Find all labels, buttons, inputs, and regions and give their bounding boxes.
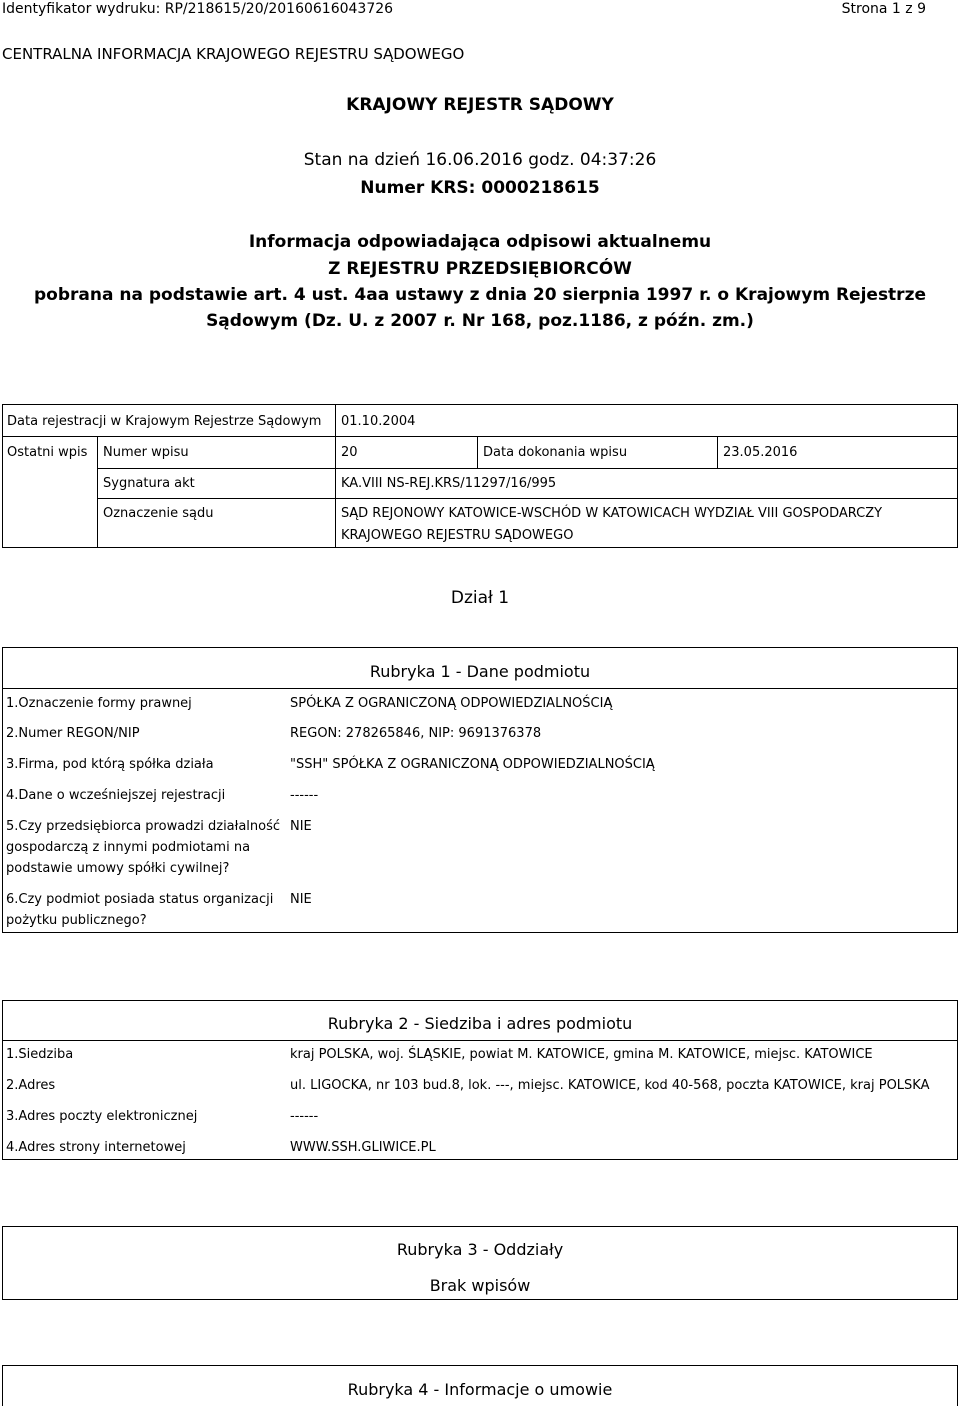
rubric-1-value: ------ xyxy=(290,788,319,803)
entry-number-value: 20 xyxy=(341,445,358,460)
rubric-3-empty-note: Brak wpisów xyxy=(429,1276,531,1295)
court-label: Oznaczenie sądu xyxy=(103,506,214,521)
rubric-1-label: gospodarczą z innymi podmiotami na xyxy=(6,840,251,855)
rubric-1-label: 1.Oznaczenie formy prawnej xyxy=(6,696,192,711)
rubric-1-value: REGON: 278265846, NIP: 9691376378 xyxy=(290,726,542,741)
rubric-1-label: podstawie umowy spółki cywilnej? xyxy=(6,861,230,876)
court-value-line-2: KRAJOWEGO REJESTRU SĄDOWEGO xyxy=(341,528,574,543)
last-entry-label: Ostatni wpis xyxy=(7,445,88,460)
rubric-2-label: 3.Adres poczty elektronicznej xyxy=(6,1109,198,1124)
entry-number-label: Numer wpisu xyxy=(103,445,189,460)
print-identifier: Identyfikator wydruku: RP/218615/20/20160616043726 xyxy=(2,1,394,17)
rubric-1-label: 3.Firma, pod którą spółka działa xyxy=(6,757,214,772)
krs-number: Numer KRS: 0000218615 xyxy=(360,178,600,198)
rubric-1-label: pożytku publicznego? xyxy=(6,913,147,928)
rubric-1-label: 4.Dane o wcześniejszej rejestracji xyxy=(6,788,226,803)
rubric-1-value: SPÓŁKA Z OGRANICZONĄ ODPOWIEDZIALNOŚCIĄ xyxy=(290,696,613,711)
rubric-1-value: NIE xyxy=(290,892,312,907)
register-title: KRAJOWY REJESTR SĄDOWY xyxy=(346,95,614,115)
court-value-line-1: SĄD REJONOWY KATOWICE-WSCHÓD W KATOWICACH WYDZIAŁ VIII GOSPODARCZY xyxy=(341,506,883,521)
rubric-3-title: Rubryka 3 - Oddziały xyxy=(396,1240,564,1259)
rubric-1-label: 6.Czy podmiot posiada status organizacji xyxy=(6,892,274,907)
rubric-2-title: Rubryka 2 - Siedziba i adres podmiotu xyxy=(327,1014,633,1033)
entry-date-label: Data dokonania wpisu xyxy=(483,445,628,460)
file-signature-label: Sygnatura akt xyxy=(103,476,195,491)
page-number: Strona 1 z 9 xyxy=(841,1,926,17)
file-signature-value: KA.VIII NS-REJ.KRS/11297/16/995 xyxy=(341,476,557,491)
status-date: Stan na dzień 16.06.2016 godz. 04:37:26 xyxy=(303,150,657,170)
rubric-2-value: ------ xyxy=(290,1109,319,1124)
rubric-4-title: Rubryka 4 - Informacje o umowie xyxy=(347,1380,613,1399)
rubric-2-value: ul. LIGOCKA, nr 103 bud.8, lok. ---, miejsc. KATOWICE, kod 40-568, poczta KATOWICE, kraj POLSKA xyxy=(290,1078,930,1093)
registration-date-label: Data rejestracji w Krajowym Rejestrze Sądowym xyxy=(7,414,322,429)
rubric-1-title: Rubryka 1 - Dane podmiotu xyxy=(369,662,591,681)
rubric-2-label: 2.Adres xyxy=(6,1078,56,1093)
rubric-2-label: 4.Adres strony internetowej xyxy=(6,1140,186,1155)
registration-date-value: 01.10.2004 xyxy=(341,414,416,429)
entry-date-value: 23.05.2016 xyxy=(723,445,798,460)
rubric-2-value: kraj POLSKA, woj. ŚLĄSKIE, powiat M. KATOWICE, gmina M. KATOWICE, miejsc. KATOWICE xyxy=(290,1047,873,1062)
legal-basis-line-1: pobrana na podstawie art. 4 ust. 4aa ustawy z dnia 20 sierpnia 1997 r. o Krajowym Rejestrze xyxy=(34,285,926,305)
rubric-2-value: WWW.SSH.GLIWICE.PL xyxy=(290,1140,436,1155)
info-line-1: Informacja odpowiadająca odpisowi aktualnemu xyxy=(248,232,712,252)
info-line-2: Z REJESTRU PRZEDSIĘBIORCÓW xyxy=(328,259,632,279)
rubric-1-value: "SSH" SPÓŁKA Z OGRANICZONĄ ODPOWIEDZIALNOŚCIĄ xyxy=(290,757,655,772)
rubric-1-value: NIE xyxy=(290,819,312,834)
legal-basis-line-2: Sądowym (Dz. U. z 2007 r. Nr 168, poz.1186, z późn. zm.) xyxy=(206,311,754,331)
section-title: Dział 1 xyxy=(450,588,510,608)
rubric-2-label: 1.Siedziba xyxy=(6,1047,74,1062)
rubric-1-label: 5.Czy przedsiębiorca prowadzi działalność xyxy=(6,819,281,834)
institution-name: CENTRALNA INFORMACJA KRAJOWEGO REJESTRU SĄDOWEGO xyxy=(2,45,465,63)
rubric-1-label: 2.Numer REGON/NIP xyxy=(6,726,140,741)
